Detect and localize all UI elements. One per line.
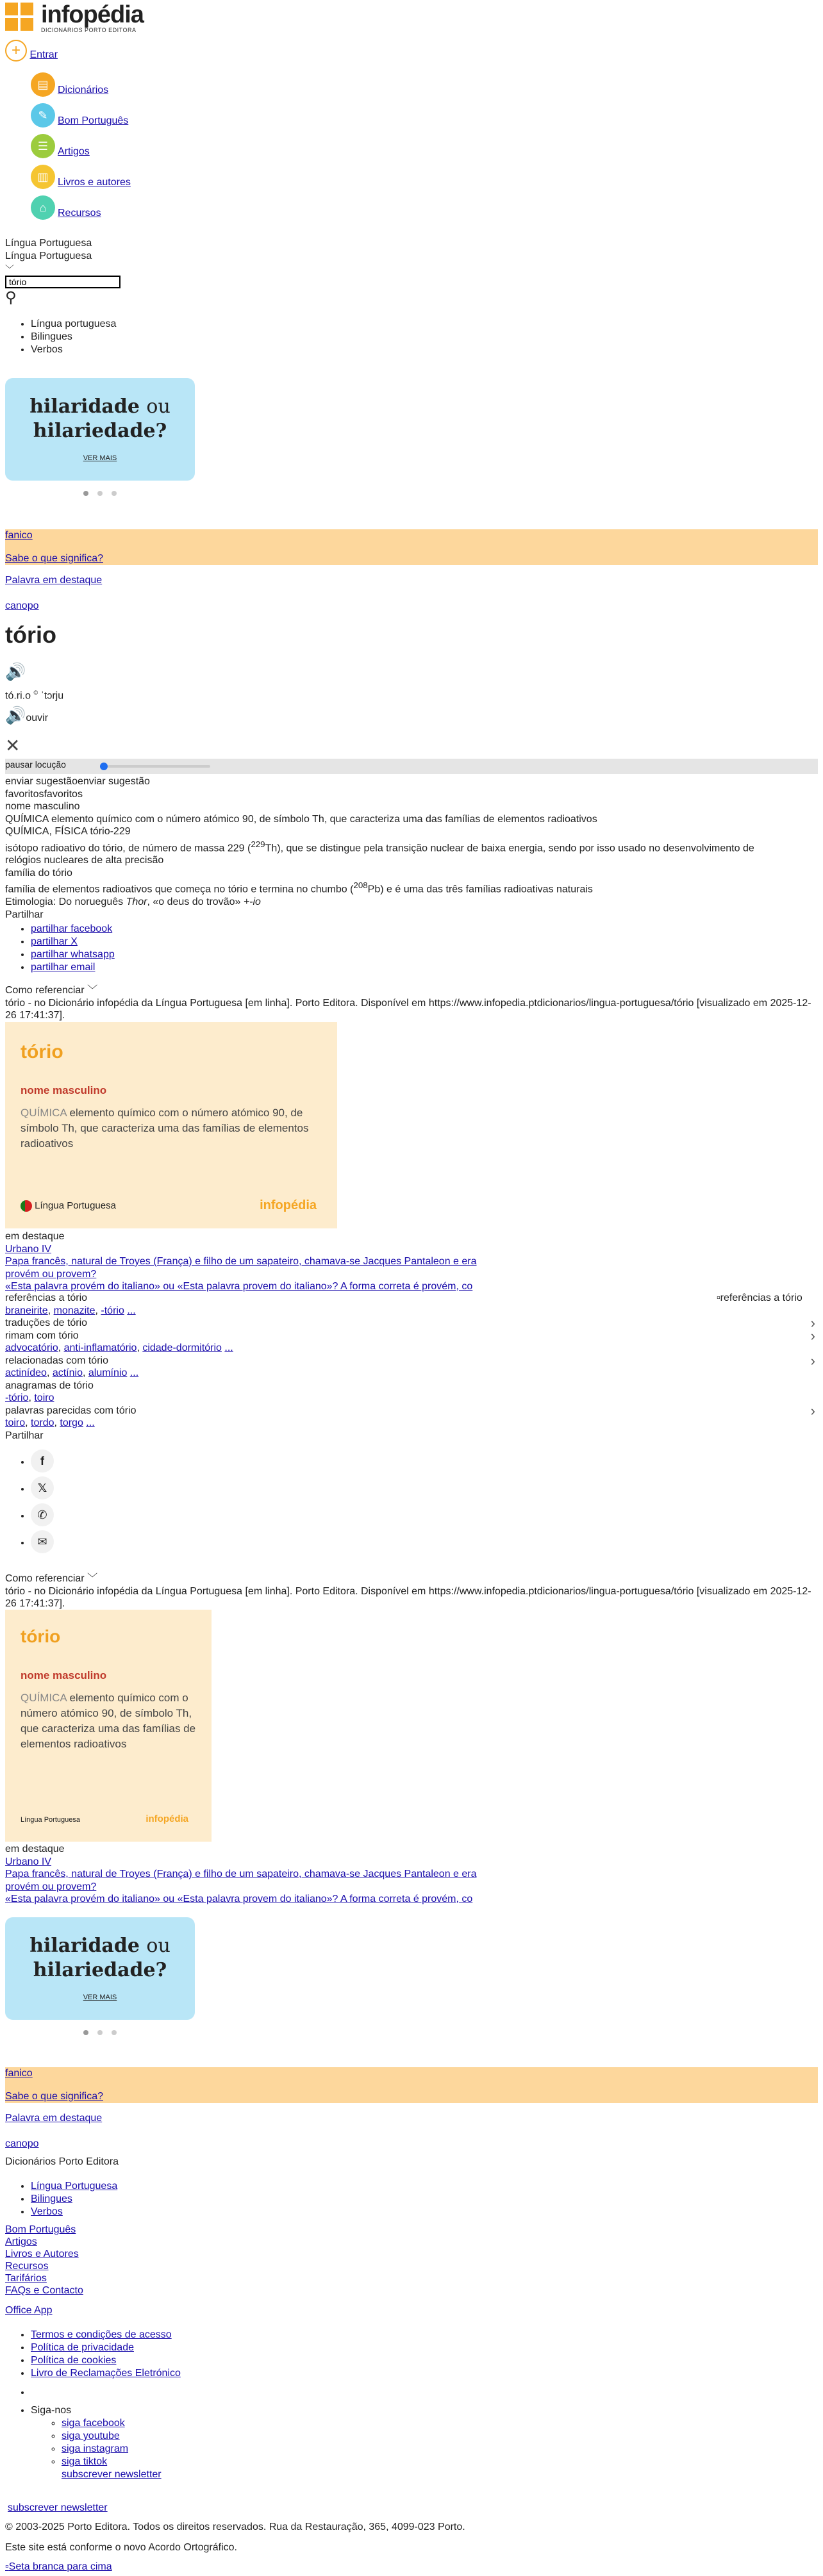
- card-lang-label: Língua Portuguesa: [21, 1816, 80, 1824]
- relacionadas-link[interactable]: ...: [129, 1367, 139, 1378]
- parecida-link[interactable]: toiro: [5, 1417, 26, 1428]
- footer-legal: [0, 2329, 181, 2380]
- entry-body: [5, 775, 774, 921]
- text: família de elementos radioativos que começa no tório e termina no chumbo (: [5, 884, 354, 895]
- search-input[interactable]: [5, 276, 121, 288]
- etym-italic: Thor: [126, 896, 147, 908]
- nav-link[interactable]: Artigos: [58, 146, 90, 157]
- referencias-image: ▫referências a tório: [717, 1292, 802, 1303]
- image-alt: referências a tório: [720, 1292, 802, 1303]
- sense: [5, 813, 774, 826]
- pronunciation: tó.ri.o © ˈtɔrju: [5, 689, 64, 702]
- ref-link[interactable]: braneirite: [5, 1305, 48, 1316]
- footer-link[interactable]: Artigos: [5, 2236, 37, 2247]
- dictionary-icon: ▤: [31, 72, 55, 97]
- cite-toggle[interactable]: [5, 1573, 818, 1585]
- featured-label[interactable]: Palavra em destaque: [5, 2113, 103, 2124]
- rimam-link[interactable]: anti-inflamatório: [63, 1342, 137, 1353]
- nav-link[interactable]: Dicionários: [58, 85, 109, 95]
- social-item[interactable]: [62, 2417, 162, 2430]
- relacionadas-link[interactable]: alumínio: [88, 1367, 128, 1378]
- card-word: tório: [21, 1041, 63, 1062]
- footer-link[interactable]: Recursos: [5, 2261, 49, 2272]
- whatsapp-icon[interactable]: ✆: [31, 1503, 54, 1526]
- progress-track[interactable]: [108, 765, 210, 768]
- highlight-word[interactable]: fanico: [5, 2068, 33, 2079]
- featured-word-2: [5, 2112, 102, 2151]
- chevron-down-icon: ﹀: [87, 985, 98, 996]
- footer-link[interactable]: Bom Português: [5, 2224, 76, 2235]
- anagrama-link[interactable]: -tório: [5, 1392, 29, 1403]
- carousel-dots: [5, 491, 195, 496]
- share-email[interactable]: [31, 961, 115, 974]
- highlight-bar-2[interactable]: [5, 2067, 818, 2103]
- footer-links: [5, 2224, 83, 2297]
- featured-label[interactable]: Palavra em destaque: [5, 575, 103, 586]
- share-icon-item: [31, 1530, 54, 1557]
- relacionadas-head[interactable]: [5, 1352, 818, 1369]
- logo[interactable]: [5, 3, 144, 35]
- share-label: Partilhar: [5, 909, 44, 920]
- highlight-question[interactable]: Sabe o que significa?: [5, 2091, 103, 2102]
- card-text: [21, 1105, 315, 1152]
- footer-social: [0, 2386, 162, 2481]
- card-grammar: nome masculino: [21, 1084, 107, 1096]
- article-icon: ☰: [31, 134, 55, 158]
- destaque-more[interactable]: provém ou provem?: [5, 1881, 97, 1892]
- card-text: [21, 1690, 200, 1752]
- share-whatsapp[interactable]: [31, 948, 115, 961]
- legal-item[interactable]: [31, 2329, 181, 2341]
- anagrama-link[interactable]: toiro: [34, 1392, 54, 1403]
- featured-word: [5, 574, 102, 613]
- relacionadas-list: actinídeo, actínio, alumínio ...: [5, 1367, 139, 1378]
- nav-item-recursos[interactable]: [31, 192, 131, 223]
- chevron-down-icon: ﹀: [87, 1573, 98, 1584]
- card-grammar: nome masculino: [21, 1669, 107, 1681]
- promo-banner[interactable]: [5, 378, 195, 496]
- share-facebook[interactable]: [31, 923, 115, 936]
- option-verbos[interactable]: • Verbos: [31, 343, 116, 356]
- word-card-small: [5, 1610, 212, 1842]
- etym-rest: , «o deus do trovão»: [147, 896, 244, 908]
- option-bilingues[interactable]: • Bilingues: [31, 331, 116, 343]
- chevron-right-icon[interactable]: ›: [810, 1327, 815, 1344]
- parecida-link[interactable]: ...: [86, 1417, 95, 1428]
- legal-item[interactable]: [31, 2367, 181, 2380]
- selector-current: Língua Portuguesa: [5, 251, 92, 261]
- parecidas-label: palavras parecidas com tório: [5, 1405, 137, 1416]
- carousel-dot[interactable]: [112, 2030, 117, 2035]
- text: Th), que se distingue pela transição nuclear de baixa energia, sendo por isso usado no desenvolvimento de relógios nucleares de alta precisão: [5, 842, 754, 866]
- newsletter-link[interactable]: subscrever newsletter: [8, 2502, 108, 2513]
- rimam-label: rimam com tório: [5, 1330, 79, 1341]
- sub-text: [5, 838, 774, 867]
- ref-link[interactable]: monazite: [53, 1305, 96, 1316]
- card-definition: elemento químico com o número atómico 90, de símbolo Th, que caracteriza uma das famílias de elementos radioativos: [21, 1692, 196, 1750]
- social-link[interactable]: siga facebook: [62, 2418, 125, 2429]
- relacionadas-label: relacionadas com tório: [5, 1355, 108, 1366]
- footer-link[interactable]: Língua Portuguesa: [31, 2181, 118, 2192]
- destaque-label: em destaque: [5, 1844, 65, 1854]
- text: isótopo radioativo do tório, de número de massa 229 (: [5, 842, 251, 854]
- text: Pb) e é uma das três famílias radioativas naturais: [367, 884, 593, 895]
- x-icon[interactable]: 𝕏: [31, 1476, 54, 1499]
- footer-link[interactable]: Verbos: [31, 2206, 63, 2217]
- nav-link[interactable]: Recursos: [58, 208, 101, 219]
- footer-dict-item[interactable]: [31, 2180, 117, 2193]
- promo-banner-2[interactable]: [5, 1917, 195, 2035]
- option-lingua-portuguesa[interactable]: • Língua portuguesa: [31, 318, 116, 331]
- traducoes-label: traduções de tório: [5, 1317, 88, 1328]
- grammar: nome masculino: [5, 801, 80, 812]
- card-lang: [21, 1200, 116, 1212]
- word-card: [5, 1022, 337, 1228]
- chevron-right-icon[interactable]: ›: [810, 1352, 815, 1369]
- office-app: [5, 2304, 53, 2317]
- favorites-button[interactable]: [5, 788, 774, 801]
- sense-text: elemento químico com o número atómico 90, de símbolo Th, que caracteriza uma das famílias de elementos radioativos: [51, 813, 597, 825]
- progress-knob[interactable]: [100, 763, 108, 770]
- arrow-up-icon[interactable]: ▫Seta branca para cima: [5, 2561, 112, 2572]
- relacionadas-link[interactable]: actinídeo: [5, 1367, 47, 1378]
- anagramas-head: anagramas de tório: [5, 1380, 94, 1391]
- etymology: [5, 896, 774, 909]
- syllables: tó.ri.o: [5, 690, 31, 702]
- follow-label: Siga-nos: [31, 2405, 72, 2416]
- featured-word-link[interactable]: canopo: [5, 2138, 39, 2149]
- parecidas-list: toiro, tordo, torgo ...: [5, 1417, 95, 1428]
- carousel-dot[interactable]: [83, 2030, 88, 2035]
- nav-item-artigos[interactable]: [31, 131, 131, 161]
- featured-word-link[interactable]: canopo: [5, 600, 39, 611]
- login-area: [5, 40, 58, 62]
- highlight-bar[interactable]: [5, 529, 818, 565]
- social-item[interactable]: [62, 2430, 162, 2443]
- footer-dict-item[interactable]: [31, 2206, 117, 2218]
- logo-mark-icon: [5, 3, 37, 35]
- promo-word1: hilaridade: [29, 1935, 140, 1957]
- ref-link[interactable]: -tório: [101, 1305, 124, 1316]
- chevron-right-icon[interactable]: ›: [810, 1402, 815, 1419]
- legal-link[interactable]: Termos e condições de acesso: [31, 2329, 172, 2340]
- parecida-link[interactable]: torgo: [60, 1417, 83, 1428]
- footer-dict-title: Dicionários Porto Editora: [5, 2156, 119, 2167]
- selector-label: Língua Portuguesa: [5, 238, 92, 249]
- citation-2: [5, 1573, 818, 1610]
- destaque-item2[interactable]: «Esta palavra provém do italiano» ou «Esta palavra provem do italiano»? A forma correta é provém, co: [5, 1894, 473, 1904]
- speech-icon: ✎: [31, 103, 55, 128]
- share-link[interactable]: partilhar email: [31, 962, 96, 973]
- destaque: [5, 1230, 818, 1293]
- close-icon[interactable]: ✕: [5, 736, 21, 755]
- nav-item-dicionarios[interactable]: [31, 69, 131, 100]
- card-definition: elemento químico com o número atómico 90, de símbolo Th, que caracteriza uma das famílias de elementos radioativos: [21, 1107, 309, 1150]
- rimam-link[interactable]: advocatório: [5, 1342, 58, 1353]
- card-brand: infopédia: [260, 1198, 317, 1212]
- legal-link[interactable]: Política de cookies: [31, 2355, 117, 2366]
- carousel-dot[interactable]: [112, 491, 117, 496]
- destaque-2: [5, 1843, 818, 1906]
- listen-control[interactable]: 🔊ouvir: [5, 706, 49, 725]
- social-list: [31, 2417, 162, 2481]
- legal-link[interactable]: Política de privacidade: [31, 2342, 134, 2353]
- footer-dict-item[interactable]: [31, 2193, 117, 2206]
- cite-label: Como referenciar: [5, 985, 85, 996]
- logo-subtitle: DICIONÁRIOS PORTO EDITORA: [41, 27, 137, 34]
- citation: [5, 984, 818, 1022]
- main-nav: [0, 69, 131, 223]
- back-to-top[interactable]: [5, 2561, 112, 2573]
- nav-item-bom-portugues[interactable]: [31, 100, 131, 131]
- cite-label: Como referenciar: [5, 1573, 85, 1584]
- etym-label: Etimologia:: [5, 896, 56, 908]
- login-icon: +: [5, 40, 27, 62]
- carousel-dots: [5, 2030, 195, 2035]
- footer-link[interactable]: Tarifários: [5, 2273, 47, 2284]
- ref-head: referências a tório: [5, 1292, 88, 1303]
- highlight-question[interactable]: Sabe o que significa?: [5, 553, 103, 564]
- legal-item[interactable]: [31, 2341, 181, 2354]
- book-icon: ▥: [31, 165, 55, 189]
- social-link[interactable]: siga tiktok: [62, 2456, 108, 2467]
- dictionary-options: [0, 318, 116, 356]
- promo-or: ou: [146, 395, 170, 418]
- audio-progress[interactable]: [5, 759, 818, 774]
- etym-text: Do norueguês: [58, 896, 126, 908]
- share-link[interactable]: partilhar X: [31, 936, 78, 947]
- empty-item: [31, 2386, 162, 2404]
- suggest-button[interactable]: [5, 775, 774, 788]
- destaque-more[interactable]: provém ou provem?: [5, 1268, 97, 1280]
- sub-head: QUÍMICA, FÍSICA tório-229: [5, 826, 131, 837]
- favorites-label: favoritos: [44, 788, 83, 800]
- nav-item-livros[interactable]: [31, 161, 131, 192]
- share-icons: [0, 1449, 54, 1557]
- carousel-dot[interactable]: [97, 2030, 103, 2035]
- nav-link[interactable]: Livros e autores: [58, 177, 131, 188]
- family-head: família do tório: [5, 867, 72, 879]
- flag-icon: [21, 1200, 32, 1212]
- cite-toggle[interactable]: [5, 984, 818, 997]
- legal-item[interactable]: [31, 2354, 181, 2367]
- share-link[interactable]: partilhar whatsapp: [31, 949, 115, 960]
- ref-link[interactable]: ...: [127, 1305, 136, 1316]
- pause-label: pausar locução: [5, 759, 66, 770]
- sense-domain: QUÍMICA: [5, 813, 49, 825]
- sound-icon[interactable]: 🔊: [5, 662, 26, 681]
- footer-dict-list: [0, 2180, 117, 2218]
- relacionadas-link[interactable]: actínio: [52, 1367, 83, 1378]
- share-list: [0, 923, 115, 974]
- destaque-label: em destaque: [5, 1231, 65, 1242]
- chevron-right-icon[interactable]: ›: [810, 1315, 815, 1331]
- promo-or: ou: [146, 1935, 170, 1957]
- follow-item: [31, 2404, 162, 2481]
- facebook-icon[interactable]: f: [31, 1449, 54, 1473]
- logo-name: infopédia: [41, 1, 144, 29]
- promo-word1: hilaridade: [29, 395, 140, 418]
- card-domain: QUÍMICA: [21, 1107, 67, 1119]
- listen-label: ouvir: [26, 713, 49, 723]
- destaque-desc[interactable]: Papa francês, natural de Troyes (França) e filho de um sapateiro, chamava-se Jacques Pantaleon e era: [5, 1256, 477, 1267]
- sup: 208: [353, 880, 368, 891]
- card-lang-label: Língua Portuguesa: [35, 1200, 116, 1211]
- promo-word2: hilariedade?: [33, 1958, 167, 1981]
- rimam-list: advocatório, anti-inflamatório, cidade-dormitório ...: [5, 1342, 233, 1353]
- related-sections: [5, 1292, 818, 1442]
- destaque-item[interactable]: Urbano IV: [5, 1243, 52, 1255]
- dictionary-selector[interactable]: [5, 237, 92, 276]
- destaque-item[interactable]: Urbano IV: [5, 1856, 52, 1867]
- chevron-down-icon[interactable]: ﹀: [5, 264, 14, 274]
- login-link[interactable]: Entrar: [29, 49, 58, 60]
- social-link[interactable]: siga youtube: [62, 2431, 120, 2441]
- footer-link[interactable]: Bilingues: [31, 2193, 72, 2204]
- rimam-link[interactable]: cidade-dormitório: [142, 1342, 222, 1353]
- copyright: © 2003-2025 Porto Editora. Todos os direitos reservados. Rua da Restauração, 365, 4099-023 Porto.: [5, 2522, 465, 2532]
- share-x[interactable]: [31, 936, 115, 948]
- anagramas-list: -tório, toiro: [5, 1392, 54, 1403]
- share-icon-item: [31, 1476, 54, 1503]
- cite-text: tório - no Dicionário infopédia da Língua Portuguesa [em linha]. Porto Editora. Disponível em https://www.infopedia.ptdicionarios/lingua-portuguesa/tório [visualizado em 2025-12-26 17:41:37].: [5, 997, 811, 1021]
- rimam-link[interactable]: ...: [224, 1342, 233, 1353]
- destaque-item2[interactable]: «Esta palavra provém do italiano» ou «Esta palavra provem do italiano»? A forma correta é provém, co: [5, 1281, 473, 1292]
- carousel-dot[interactable]: [97, 491, 103, 496]
- acordo: Este site está conforme o novo Acordo Ortográfico.: [5, 2542, 237, 2553]
- back-top-label: Seta branca para cima: [8, 2561, 112, 2572]
- social-item[interactable]: [62, 2443, 162, 2456]
- suggest-label: enviar sugestão: [77, 776, 150, 787]
- share-link[interactable]: partilhar facebook: [31, 923, 113, 934]
- rimam-head[interactable]: [5, 1327, 818, 1344]
- social-item[interactable]: [62, 2456, 162, 2468]
- carousel-dot[interactable]: [83, 491, 88, 496]
- promo-link[interactable]: VER MAIS: [83, 1994, 117, 2001]
- card-word: tório: [21, 1626, 61, 1646]
- ref-list: braneirite, monazite, -tório ...: [5, 1305, 136, 1316]
- headword: tório: [5, 622, 56, 648]
- traducoes-head[interactable]: [5, 1317, 818, 1330]
- family-text: [5, 879, 774, 896]
- nav-link[interactable]: Bom Português: [58, 115, 129, 126]
- newsletter: [8, 2502, 108, 2514]
- footer-link[interactable]: Livros e Autores: [5, 2249, 79, 2259]
- office-link[interactable]: Office App: [5, 2305, 53, 2316]
- email-icon[interactable]: ✉: [31, 1530, 54, 1553]
- newsletter-item[interactable]: [62, 2468, 162, 2481]
- share-label-2: Partilhar: [5, 1430, 44, 1441]
- parecida-link[interactable]: tordo: [31, 1417, 54, 1428]
- resources-icon: ⌂: [31, 195, 55, 220]
- promo-link[interactable]: VER MAIS: [83, 454, 117, 462]
- footer-link[interactable]: FAQs e Contacto: [5, 2285, 83, 2296]
- etym-suffix: +-io: [243, 896, 261, 908]
- site-header: [5, 3, 144, 35]
- share-icon-item: [31, 1503, 54, 1530]
- highlight-word[interactable]: fanico: [5, 530, 33, 541]
- favorites-label: favoritos: [5, 788, 44, 800]
- promo-word2: hilariedade?: [33, 419, 167, 442]
- card-domain: QUÍMICA: [21, 1692, 67, 1704]
- search-box: [5, 276, 121, 307]
- destaque-desc[interactable]: Papa francês, natural de Troyes (França) e filho de um sapateiro, chamava-se Jacques Pantaleon e era: [5, 1869, 477, 1879]
- parecidas-head[interactable]: [5, 1402, 818, 1419]
- sup: 229: [251, 839, 265, 849]
- legal-link[interactable]: Livro de Reclamações Eletrónico: [31, 2368, 181, 2379]
- suggest-label: enviar sugestão: [5, 776, 78, 787]
- social-link[interactable]: siga instagram: [62, 2443, 129, 2454]
- ipa: ˈtɔrju: [40, 690, 64, 702]
- share-icon-item: [31, 1449, 54, 1476]
- newsletter-link[interactable]: subscrever newsletter: [62, 2469, 162, 2480]
- cite-text: tório - no Dicionário infopédia da Língua Portuguesa [em linha]. Porto Editora. Disponível em https://www.infopedia.ptdicionarios/lingua-portuguesa/tório [visualizado em 2025-12-26 17:41:37].: [5, 1585, 811, 1609]
- card-brand: infopédia: [145, 1813, 188, 1824]
- search-icon[interactable]: ⚲: [5, 289, 17, 306]
